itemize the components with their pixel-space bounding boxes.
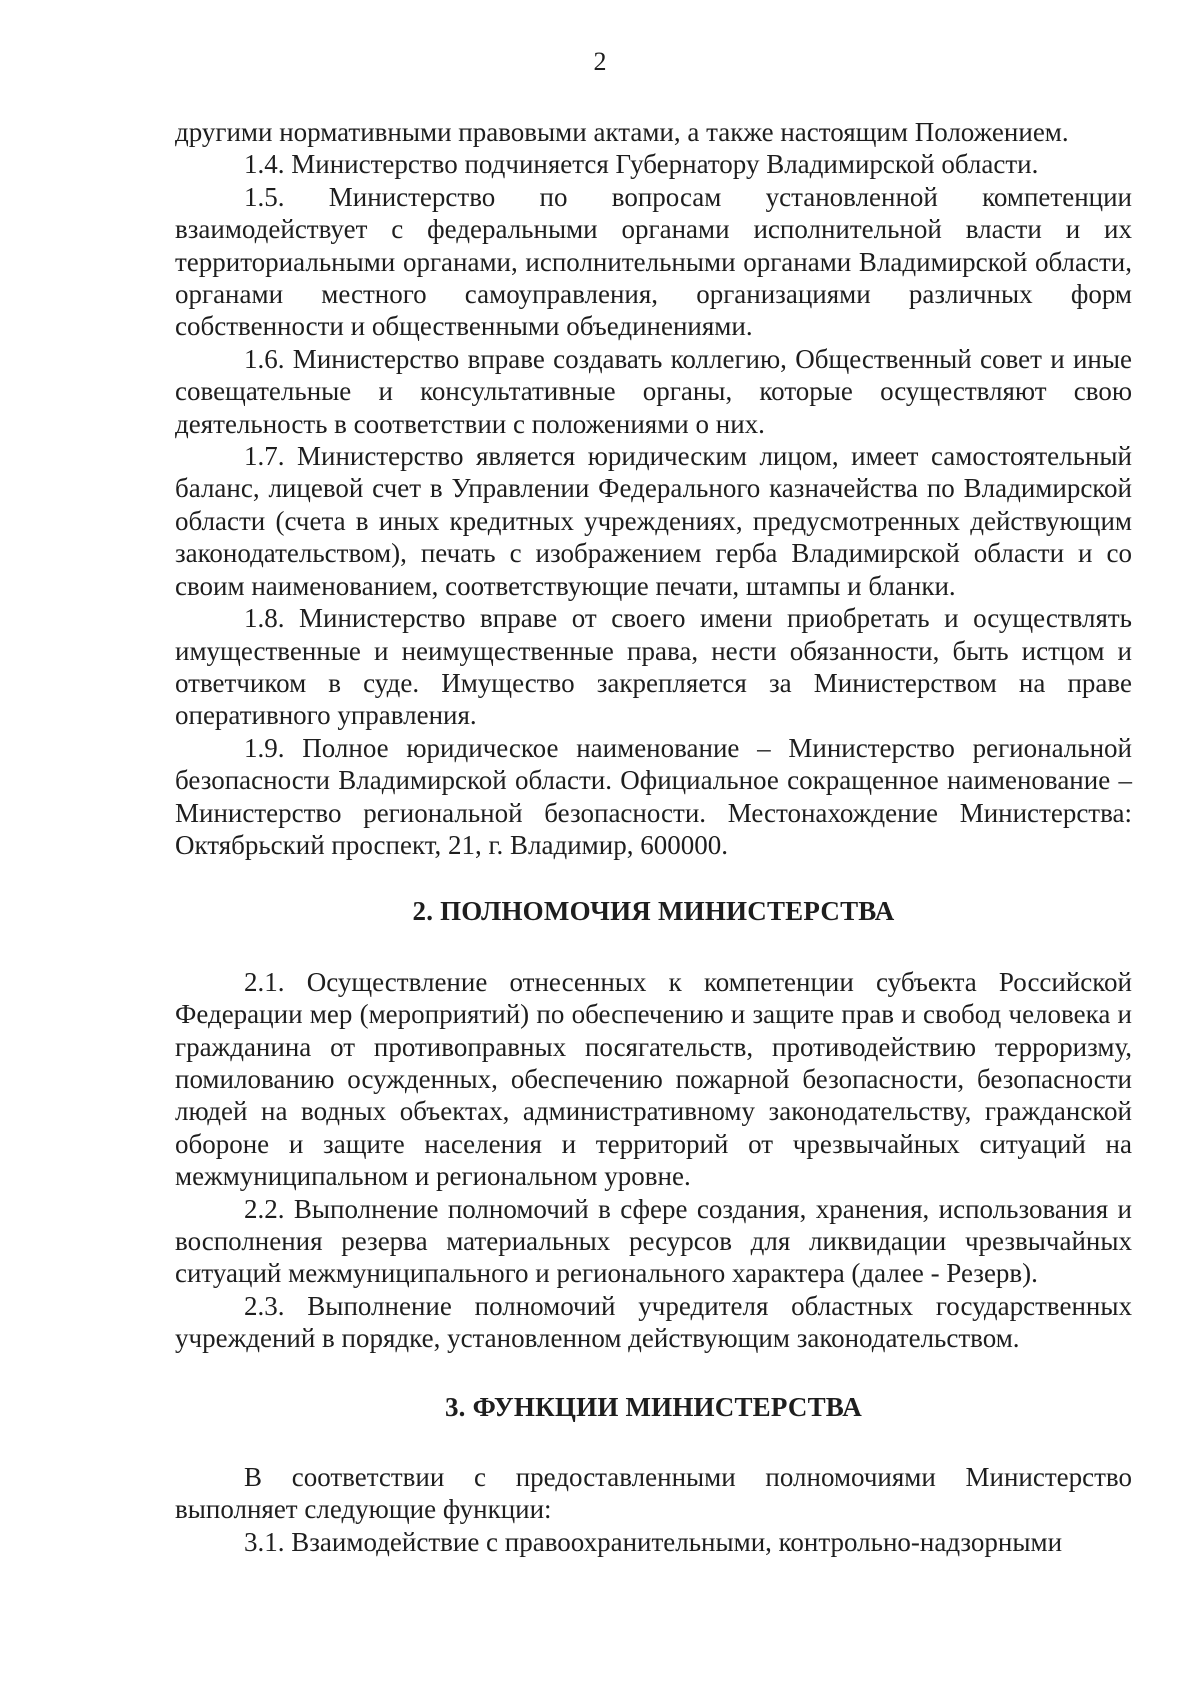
paragraph-1-5: 1.5. Министерство по вопросам установленной компетенции взаимодействует с федеральными органами исполнительной власти и их территориальными органами, исполнительными органами Владимирской области, органами местного самоуправления, организациями различных форм собственности и общественными объединениями. <box>175 181 1132 342</box>
page-number: 2 <box>593 47 607 76</box>
paragraph-1-9: 1.9. Полное юридическое наименование – Министерство региональной безопасности Владимирской области. Официальное сокращенное наименование – Министерство региональной безопасности. Местонахождение Министерства: Октябрьский проспект, 21, г. Владимир, 600000. <box>175 732 1132 860</box>
paragraph-1-4: 1.4. Министерство подчиняется Губернатору Владимирской области. <box>244 149 1039 180</box>
paragraph-2-2: 2.2. Выполнение полномочий в сфере создания, хранения, использования и восполнения резерва материальных ресурсов для ликвидации чрезвычайных ситуаций межмуниципального и регионального характера (далее - Резерв). <box>175 1193 1132 1289</box>
paragraph-1-7: 1.7. Министерство является юридическим лицом, имеет самостоятельный баланс, лицевой счет в Управлении Федерального казначейства по Владимирской области (счета в иных кредитных учреждениях, предусмотренных действующим законодательством), печать с изображением герба Владимирской области и со своим наименованием, соответствующие печати, штампы и бланки. <box>175 441 1132 601</box>
section-heading-powers: 2. ПОЛНОМОЧИЯ МИНИСТЕРСТВА <box>412 896 895 927</box>
section-heading-functions: 3. ФУНКЦИИ МИНИСТЕРСТВА <box>444 1391 863 1422</box>
paragraph-1-8: 1.8. Министерство вправе от своего имени приобретать и осуществлять имущественные и неимущественные права, нести обязанности, быть истцом и ответчиком в суде. Имущество закрепляется за Министерством на праве оперативного управления. <box>175 603 1132 731</box>
paragraph-1-6: 1.6. Министерство вправе создавать коллегию, Общественный совет и иные совещательные и консультативные органы, которые осуществляют свою деятельность в соответствии с положениями о них. <box>175 343 1132 439</box>
paragraph-functions-intro: В соответствии с предоставленными полномочиями Министерство выполняет следующие функции: <box>175 1462 1132 1525</box>
paragraph-2-3: 2.3. Выполнение полномочий учредителя областных государственных учреждений в порядке, установленном действующим законодательством. <box>175 1290 1132 1354</box>
paragraph-3-1: 3.1. Взаимодействие с правоохранительными, контрольно-надзорными <box>244 1526 1063 1557</box>
paragraph-2-1: 2.1. Осуществление отнесенных к компетенции субъекта Российской Федерации мер (мероприятий) по обеспечению и защите прав и свобод человека и гражданина от противоправных посягательств, противодействию терроризму, помилованию осужденных, обеспечению пожарной безопасности, безопасности людей на водных объектах, административному законодательству, гражданской обороне и защите населения и территорий от чрезвычайных ситуаций на межмуниципальном и региональном уровне. <box>175 966 1132 1192</box>
document-body <box>175 116 1132 1558</box>
paragraph-continuation: другими нормативными правовыми актами, а также настоящим Положением. <box>175 117 1069 147</box>
